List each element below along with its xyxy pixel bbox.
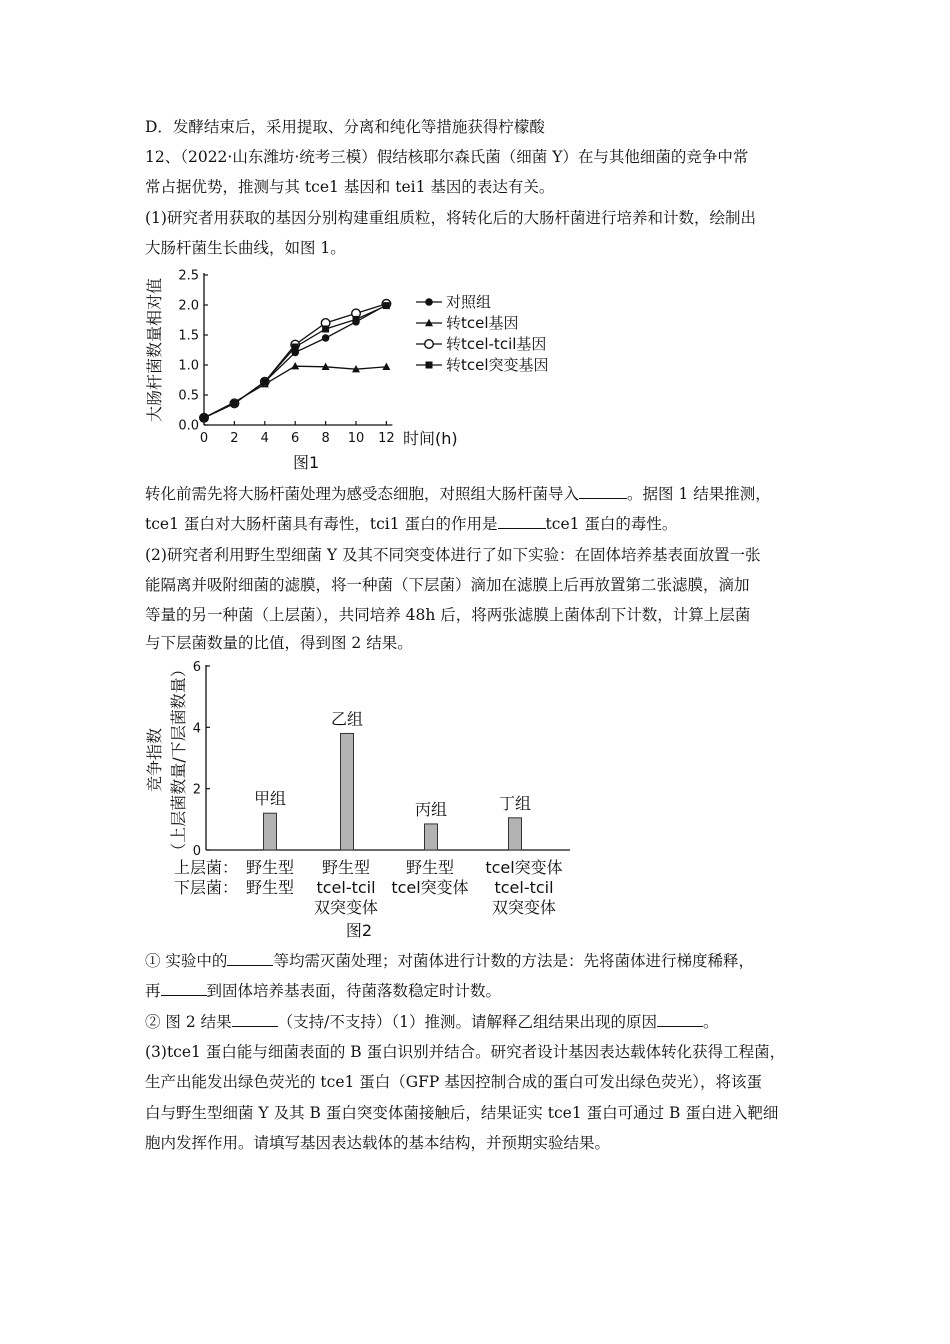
part-3-text-cont: 胞内发挥作用。请填写基因表达载体的基本结构，并预期实验结果。	[145, 1134, 611, 1152]
data-point	[353, 316, 360, 323]
upper-strain-label: 野生型	[405, 858, 455, 877]
data-point	[425, 340, 434, 349]
bar-group-label: 乙组	[330, 709, 364, 729]
data-point	[201, 414, 208, 421]
q2-line-1	[145, 951, 810, 971]
fig2-category-labels	[174, 858, 563, 917]
question-12-intro-cont: 常占据优势，推测与其 tce1 基因和 tei1 基因的表达有关。	[145, 178, 555, 196]
part-2-text-cont: 等量的另一种菌（上层菌），共同培养 48h 后，将两张滤膜上菌体刮下计数，计算上层菌	[145, 606, 751, 624]
fig2-bars	[254, 709, 531, 850]
x-tick-label: 2	[230, 431, 239, 446]
upper-strain-label: tcel突变体	[485, 858, 563, 877]
x-tick-label: 12	[378, 431, 395, 446]
q1-line-2	[145, 514, 810, 534]
part-2-text-cont: 与下层菌数量的比值，得到图 2 结果。	[145, 634, 413, 652]
q2-text: 再	[145, 982, 161, 1000]
lower-strain-label: 双突变体	[313, 898, 379, 917]
answer-blank[interactable]	[161, 981, 207, 996]
lower-strain-label: tcel-tcil	[316, 878, 376, 897]
lower-row-label: 下层菌：	[173, 878, 238, 897]
figure-1-line-chart	[140, 262, 570, 477]
bar	[264, 813, 277, 850]
y-tick-label: 2	[192, 782, 201, 798]
data-point	[261, 378, 268, 385]
lower-strain-label: 野生型	[245, 878, 295, 897]
part-1-text: (1)研究者用获取的基因分别构建重组质粒，将转化后的大肠杆菌进行培养和计数，绘制出	[145, 209, 756, 227]
fig1-caption: 图1	[293, 453, 320, 472]
bar	[509, 818, 522, 850]
part-3-text: (3)tce1 蛋白能与细菌表面的 B 蛋白识别并结合。研究者设计基因表达载体转化获得工程菌，	[145, 1043, 786, 1061]
lower-strain-label: tcel-tcil	[494, 878, 554, 897]
y-tick-label: 1.5	[178, 328, 199, 344]
x-tick-label: 10	[347, 431, 365, 446]
y-tick-label: 6	[192, 660, 201, 675]
q1-text-a: 转化前需先将大肠杆菌处理为感受态细胞，对照组大肠杆菌导入	[145, 485, 580, 503]
data-point	[292, 344, 299, 351]
y-tick-label: 2.5	[178, 268, 199, 284]
q1-text-b: 。据图 1 结果推测，	[627, 485, 771, 503]
q2-text: 。	[703, 1013, 719, 1031]
x-tick-label: 6	[291, 431, 300, 446]
answer-blank[interactable]	[227, 951, 273, 966]
bar-group-label: 丁组	[498, 793, 532, 813]
x-tick-label: 4	[260, 431, 269, 446]
series-line	[204, 366, 386, 418]
figure-2-bar-chart	[140, 655, 580, 945]
fig1-x-axis-label: 时间(h)	[403, 429, 458, 448]
q2-text: ① 实验中的	[145, 952, 228, 970]
q2-text: 到固体培养基表面，待菌落数稳定时计数。	[206, 982, 502, 1000]
q2-text: 等均需灭菌处理；对菌体进行计数的方法是：先将菌体进行梯度稀释，	[273, 952, 754, 970]
y-tick-label: 0	[192, 844, 201, 859]
legend-label: 转tcel突变基因	[446, 356, 549, 374]
data-point	[322, 334, 330, 342]
question-12-intro: 12、（2022·山东潍坊·统考三模）假结核耶尔森氏菌（细菌 Y）在与其他细菌的竞争中常	[145, 148, 749, 166]
upper-strain-label: 野生型	[245, 858, 295, 877]
answer-blank[interactable]	[579, 484, 627, 499]
part-1-text-cont: 大肠杆菌生长曲线，如图 1。	[145, 239, 346, 257]
upper-strain-label: 野生型	[321, 858, 371, 877]
bar-group-label: 甲组	[253, 789, 287, 809]
q1-text-d: tce1 蛋白的毒性。	[545, 515, 678, 533]
y-tick-label: 2.0	[178, 298, 199, 314]
legend-label: 转tcel基因	[446, 314, 519, 332]
data-point	[425, 298, 433, 306]
y-tick-label: 0.5	[178, 388, 199, 404]
fig1-series	[200, 300, 391, 423]
answer-blank[interactable]	[657, 1012, 703, 1027]
y-tick-label: 1.0	[178, 358, 199, 374]
q2-text: ② 图 2 结果	[145, 1013, 232, 1031]
x-tick-label: 8	[321, 431, 330, 446]
legend-label: 转tcel-tcil基因	[446, 335, 547, 353]
data-point	[382, 363, 390, 370]
fig2-y-axis-label-2: （上层菌数量/下层菌数量）	[169, 661, 188, 859]
q2-line-3	[145, 1012, 810, 1032]
q1-line-1	[145, 484, 810, 504]
data-point	[426, 362, 433, 369]
fig2-caption: 图2	[345, 921, 373, 940]
bar	[341, 733, 354, 850]
lower-strain-label: 双突变体	[491, 898, 557, 917]
part-2-text: (2)研究者利用野生型细菌 Y 及其不同突变体进行了如下实验：在固体培养基表面放置一张	[145, 546, 761, 564]
fig2-y-axis-label: 竞争指数	[145, 727, 164, 793]
data-point	[322, 326, 329, 333]
part-3-text-cont: 生产出能发出绿色荧光的 tce1 蛋白（GFP 基因控制合成的蛋白可发出绿色荧光），将该蛋	[145, 1073, 763, 1091]
data-point	[231, 400, 238, 407]
part-3-text-cont: 白与野生型细菌 Y 及其 B 蛋白突变体菌接触后，结果证实 tce1 蛋白可通过 B 蛋白进入靶细	[145, 1104, 779, 1122]
q2-line-2	[145, 981, 810, 1001]
bar-group-label: 丙组	[414, 799, 448, 819]
data-point	[383, 302, 390, 309]
y-tick-label: 4	[192, 721, 201, 737]
q1-text-c: tce1 蛋白对大肠杆菌具有毒性，tci1 蛋白的作用是	[145, 515, 498, 533]
x-tick-label: 0	[199, 431, 209, 446]
part-2-text-cont: 能隔离并吸附细菌的滤膜，将一种菌（下层菌）滴加在滤膜上后再放置第二张滤膜，滴加	[145, 576, 750, 594]
legend-label: 对照组	[446, 293, 492, 311]
fig1-y-axis-label: 大肠杆菌数量相对值	[145, 277, 164, 423]
upper-row-label: 上层菌：	[173, 858, 238, 877]
answer-blank[interactable]	[498, 514, 546, 529]
option-d: D．发酵结束后，采用提取、分离和纯化等措施获得柠檬酸	[145, 118, 545, 136]
lower-strain-label: tcel突变体	[391, 878, 469, 897]
answer-blank[interactable]	[232, 1012, 278, 1027]
bar	[425, 824, 438, 850]
q2-text: （支持/不支持）（1）推测。请解释乙组结果出现的原因	[277, 1013, 657, 1031]
y-tick-label: 0.0	[178, 418, 199, 434]
fig1-legend	[416, 293, 549, 374]
